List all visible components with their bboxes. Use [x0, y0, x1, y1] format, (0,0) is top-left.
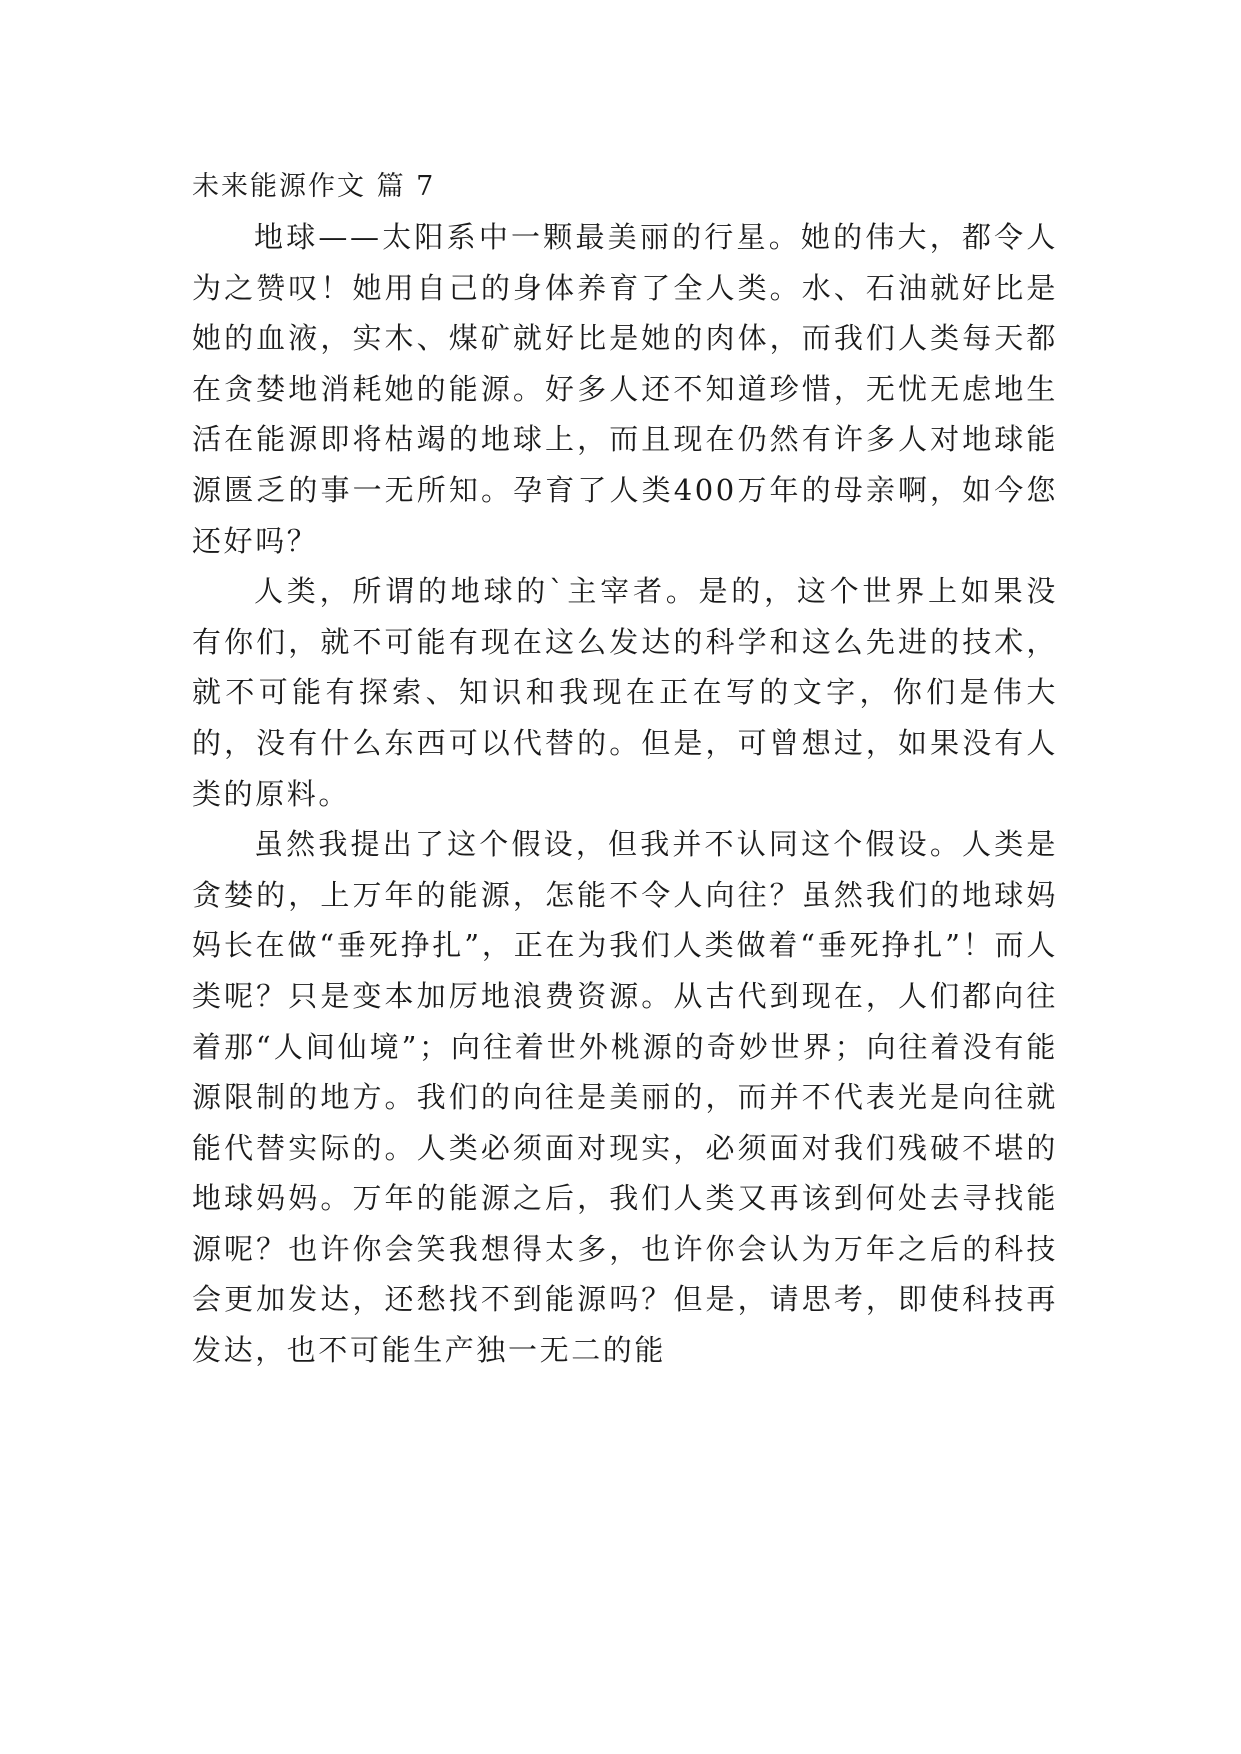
document-body — [192, 162, 1058, 1376]
paragraph-2: 人类，所谓的地球的`主宰者。是的，这个世界上如果没有你们，就不可能有现在这么发达的科学和这么先进的技术，就不可能有探索、知识和我现在正在写的文字，你们是伟大的，没有什么东西可以代替的。但是，可曾想过，如果没有人类的原料。 — [192, 574, 1058, 811]
document-title: 未来能源作文 篇 7 — [192, 171, 436, 202]
paragraph-3: 虽然我提出了这个假设，但我并不认同这个假设。人类是贪婪的，上万年的能源，怎能不令人向往？虽然我们的地球妈妈长在做“垂死挣扎”，正在为我们人类做着“垂死挣扎”！而人类呢？只是变本加厉地浪费资源。从古代到现在，人们都向往着那“人间仙境”；向往着世外桃源的奇妙世界；向往着没有能源限制的地方。我们的向往是美丽的，而并不代表光是向往就能代替实际的。人类必须面对现实，必须面对我们残破不堪的地球妈妈。万年的能源之后，我们人类又再该到何处去寻找能源呢？也许你会笑我想得太多，也许你会认为万年之后的科技会更加发达，还愁找不到能源吗？但是，请思考，即使科技再发达，也不可能生产独一无二的能 — [192, 827, 1058, 1368]
paragraph-1: 地球——太阳系中一颗最美丽的行星。她的伟大，都令人为之赞叹！她用自己的身体养育了全人类。水、石油就好比是她的血液，实木、煤矿就好比是她的肉体，而我们人类每天都在贪婪地消耗她的能源。好多人还不知道珍惜，无忧无虑地生活在能源即将枯竭的地球上，而且现在仍然有许多人对地球能源匮乏的事一无所知。孕育了人类400万年的母亲啊，如今您还好吗？ — [192, 220, 1058, 558]
